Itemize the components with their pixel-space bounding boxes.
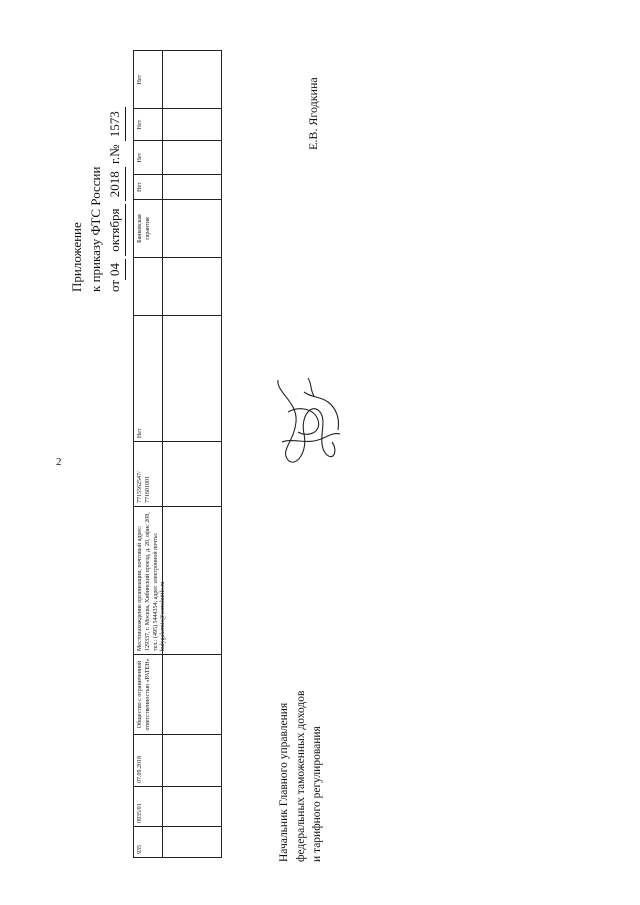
- cell-flag-1: Нет: [134, 175, 163, 200]
- signatory-title-line1: Начальник Главного управления: [278, 702, 290, 862]
- order-number: 1573: [106, 107, 126, 141]
- cell-org-name: Общество с ограниченной ответственностью «РАТЕН»: [134, 655, 163, 735]
- page-number: 2: [56, 456, 62, 468]
- table-row: [133, 50, 167, 858]
- cell-inn-kpp: 7715562547/ 771601001: [134, 442, 163, 507]
- table-row-empty: [162, 50, 222, 858]
- registry-table: [133, 50, 220, 858]
- cell-blank: [163, 175, 221, 200]
- cell-blank: [163, 50, 221, 109]
- order-day: 04: [106, 259, 126, 280]
- year-suffix: г.: [106, 156, 122, 164]
- order-month: октября: [106, 205, 126, 256]
- appendix-header: [68, 107, 126, 292]
- cell-col7: Нет: [134, 316, 163, 442]
- appendix-title: Приложение: [69, 222, 84, 292]
- signatory-title-line2: федеральных таможенных доходов: [294, 690, 307, 862]
- cell-code: 935: [134, 827, 163, 858]
- cell-blank: [163, 141, 221, 175]
- cell-blank: [163, 827, 221, 858]
- cell-address: Местонахождение организации, почтовый адрес: 129337, г. Москва, Хибинский проезд, д. 20, офис 208, тел.: (495) 5444354; адрес электронной почты: bulygakemic@comshuttle.ru: [134, 507, 163, 655]
- cell-blank: [163, 507, 221, 655]
- appendix-date-line: [106, 107, 126, 292]
- appendix-order-ref: к приказу ФТС России: [87, 166, 103, 292]
- cell-reg-number: 0935/01: [134, 787, 163, 827]
- cell-flag-4: Нет: [134, 50, 163, 109]
- cell-blank: [163, 442, 221, 507]
- cell-flag-2: Нет: [134, 141, 163, 175]
- cell-guarantee: Банковская гарантия: [134, 200, 163, 258]
- cell-blank: [163, 109, 221, 141]
- cell-blank: [163, 735, 221, 787]
- cell-flag-3: Нет: [134, 109, 163, 141]
- signatory-title: [276, 691, 326, 862]
- cell-blank: [163, 200, 221, 258]
- from-prefix: от: [106, 279, 122, 292]
- cell-blank: [163, 258, 221, 316]
- signatory-title-line3: и тарифного регулирования: [311, 726, 324, 862]
- cell-empty: [134, 258, 163, 316]
- cell-blank: [163, 787, 221, 827]
- signatory-name: Е.В. Ягодкина: [306, 77, 320, 150]
- cell-date: 07.09.2018: [134, 735, 163, 787]
- signature-mark: [268, 372, 348, 472]
- order-year: 2018: [106, 167, 126, 201]
- cell-blank: [163, 316, 221, 442]
- cell-blank: [163, 655, 221, 735]
- number-sign: №: [106, 144, 122, 157]
